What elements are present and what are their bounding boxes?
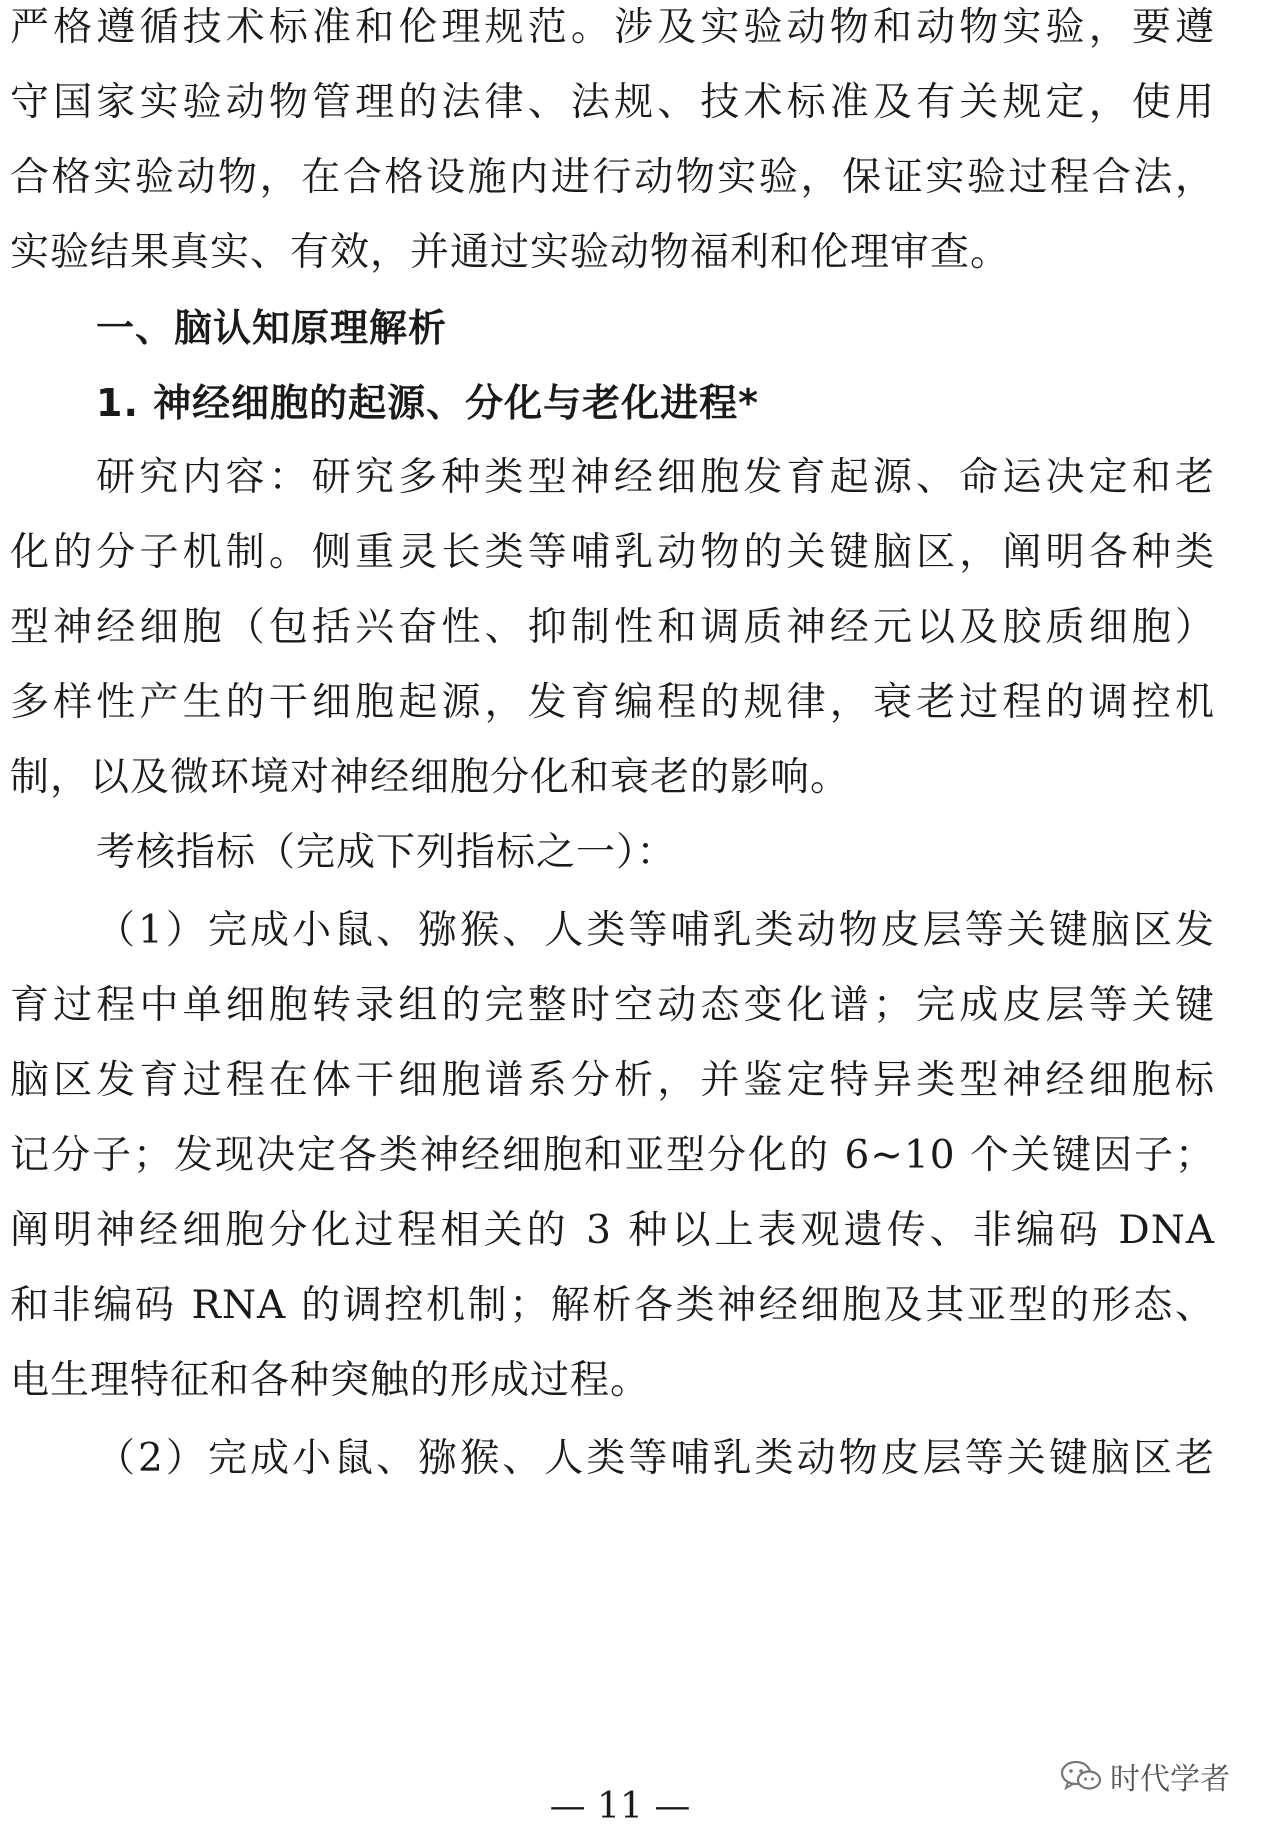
subsection-heading: 1. 神经细胞的起源、分化与老化进程*: [96, 381, 759, 425]
paragraph-line: （1）完成小鼠、猕猴、人类等哺乳类动物皮层等关键脑区发: [96, 908, 1215, 953]
paragraph-line: 合格实验动物，在合格设施内进行动物实验，保证实验过程合法，: [10, 155, 1215, 200]
paragraph-line: 型神经细胞（包括兴奋性、抑制性和调质神经元以及胶质细胞）: [10, 605, 1215, 650]
paragraph-line: 严格遵循技术标准和伦理规范。涉及实验动物和动物实验，要遵: [10, 5, 1215, 50]
paragraph-line: 化的分子机制。侧重灵长类等哺乳动物的关键脑区，阐明各种类: [10, 530, 1215, 575]
paragraph-line: 实验结果真实、有效，并通过实验动物福利和伦理审查。: [10, 230, 1011, 275]
paragraph-line: 研究内容：研究多种类型神经细胞发育起源、命运决定和老: [96, 455, 1215, 500]
section-heading: 一、脑认知原理解析: [96, 306, 448, 350]
paragraph-line: 育过程中单细胞转录组的完整时空动态变化谱；完成皮层等关键: [10, 983, 1215, 1028]
paragraph-line: 记分子；发现决定各类神经细胞和亚型分化的 6~10 个关键因子；: [10, 1133, 1215, 1178]
paragraph-line: 电生理特征和各种突触的形成过程。: [10, 1358, 651, 1403]
paragraph-line: 脑区发育过程在体干细胞谱系分析，并鉴定特异类型神经细胞标: [10, 1058, 1215, 1103]
page-number-text: — 11 —: [549, 1786, 691, 1827]
page-number: [0, 1785, 1280, 1829]
watermark-label: 时代学者: [1110, 1762, 1230, 1797]
paragraph-line: 制，以及微环境对神经细胞分化和衰老的影响。: [10, 755, 851, 800]
paragraph-line: （2）完成小鼠、猕猴、人类等哺乳类动物皮层等关键脑区老: [96, 1436, 1215, 1481]
paragraph-line: 守国家实验动物管理的法律、法规、技术标准及有关规定，使用: [10, 80, 1215, 125]
paragraph-line: 阐明神经细胞分化过程相关的 3 种以上表观遗传、非编码 DNA: [10, 1208, 1215, 1253]
paragraph-line: 和非编码 RNA 的调控机制；解析各类神经细胞及其亚型的形态、: [10, 1283, 1215, 1328]
paragraph-line: 多样性产生的干细胞起源，发育编程的规律，衰老过程的调控机: [10, 680, 1215, 725]
paragraph-line: 考核指标（完成下列指标之一）：: [96, 830, 677, 875]
